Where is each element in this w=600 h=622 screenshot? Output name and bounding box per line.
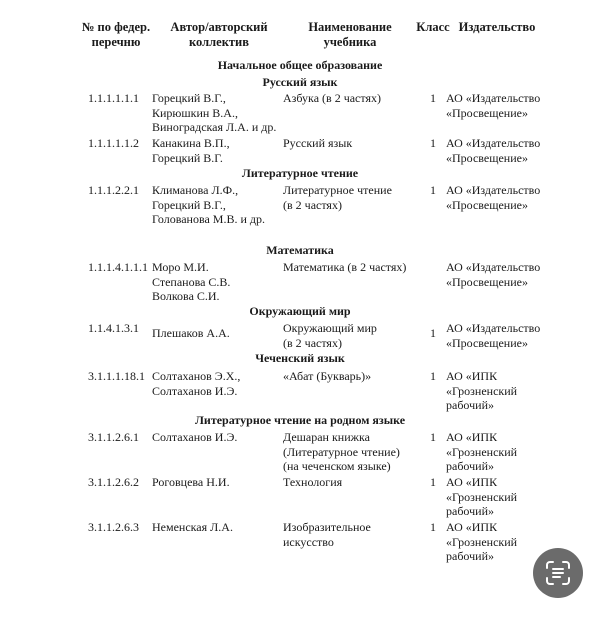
header-publisher: Издательство xyxy=(458,20,536,34)
table-row-title: Литературное чтение (в 2 частях) xyxy=(283,183,392,212)
table-row-publisher: АО «ИПК «Грозненский рабочий» xyxy=(446,475,518,519)
section-math: Математика xyxy=(266,243,334,257)
table-row-number: 1.1.4.1.3.1 xyxy=(88,321,139,335)
section-primary-education: Начальное общее образование xyxy=(217,58,383,72)
table-row-title: Азбука (в 2 частях) xyxy=(283,91,381,105)
table-row-grade: 1 xyxy=(430,475,436,489)
table-row-grade: 1 xyxy=(430,91,436,105)
table-row-grade: 1 xyxy=(430,430,436,444)
section-russian: Русский язык xyxy=(262,75,338,89)
table-row-author: Канакина В.П., Горецкий В.Г. xyxy=(152,136,230,165)
table-row-publisher: АО «Издательство «Просвещение» xyxy=(446,136,541,165)
table-row-author: Солтаханов Э.Х., Солтаханов И.Э. xyxy=(152,369,241,398)
table-row-number: 1.1.1.4.1.1.1 xyxy=(88,260,148,274)
section-world: Окружающий мир xyxy=(249,304,351,318)
table-row-author: Климанова Л.Ф., Горецкий В.Г., Голованова М.В. и др. xyxy=(152,183,266,227)
section-literary-reading: Литературное чтение xyxy=(241,166,359,180)
table-row-title: Русский язык xyxy=(283,136,353,150)
table-row-number: 3.1.1.2.6.1 xyxy=(88,430,139,444)
table-row-number: 1.1.1.1.1.2 xyxy=(88,136,139,150)
table-row-publisher: АО «ИПК «Грозненский рабочий» xyxy=(446,520,518,564)
table-row-author: Горецкий В.Г., Кирюшкин В.А., Виноградская Л.А. и др. xyxy=(152,91,277,135)
text-scan-button[interactable] xyxy=(533,548,583,598)
table-row-author: Неменская Л.А. xyxy=(152,520,233,534)
table-row-title: Математика (в 2 частях) xyxy=(283,260,407,274)
text-scan-icon xyxy=(545,560,571,586)
table-row-grade: 1 xyxy=(430,369,436,383)
section-chechen: Чеченский язык xyxy=(255,351,345,365)
table-row-title: Дешаран книжка (Литературное чтение) (на чеченском языке) xyxy=(283,430,400,474)
table-row-publisher: АО «Издательство «Просвещение» xyxy=(446,260,541,289)
table-row-title: Изобразительное искусство xyxy=(283,520,371,549)
table-row-author: Плешаков А.А. xyxy=(152,326,230,340)
section-native-literary: Литературное чтение на родном языке xyxy=(194,413,406,427)
table-row-author: Солтаханов И.Э. xyxy=(152,430,238,444)
header-title: Наименование учебника xyxy=(308,20,392,49)
table-row-number: 1.1.1.1.1.1 xyxy=(88,91,139,105)
table-row-publisher: АО «Издательство «Просвещение» xyxy=(446,183,541,212)
table-row-author: Роговцева Н.И. xyxy=(152,475,230,489)
table-row-title: «Абат (Букварь)» xyxy=(283,369,372,383)
table-row-grade: 1 xyxy=(430,326,436,340)
table-row-publisher: АО «ИПК «Грозненский рабочий» xyxy=(446,430,518,474)
table-row-publisher: АО «Издательство «Просвещение» xyxy=(446,91,541,120)
table-row-number: 3.1.1.2.6.2 xyxy=(88,475,139,489)
table-row-title: Окружающий мир (в 2 частях) xyxy=(283,321,377,350)
table-row-title: Технология xyxy=(283,475,343,489)
table-row-publisher: АО «Издательство «Просвещение» xyxy=(446,321,541,350)
table-row-publisher: АО «ИПК «Грозненский рабочий» xyxy=(446,369,518,413)
table-row-grade: 1 xyxy=(430,183,436,197)
header-author: Автор/авторский коллектив xyxy=(170,20,268,49)
table-row-number: 3.1.1.1.18.1 xyxy=(88,369,145,383)
header-grade: Класс xyxy=(416,20,450,34)
table-row-grade: 1 xyxy=(430,520,436,534)
table-row-number: 3.1.1.2.6.3 xyxy=(88,520,139,534)
header-number: № по федер. перечню xyxy=(81,20,151,49)
table-row-number: 1.1.1.2.2.1 xyxy=(88,183,139,197)
table-row-author: Моро М.И. Степанова С.В. Волкова С.И. xyxy=(152,260,231,304)
table-row-grade: 1 xyxy=(430,136,436,150)
